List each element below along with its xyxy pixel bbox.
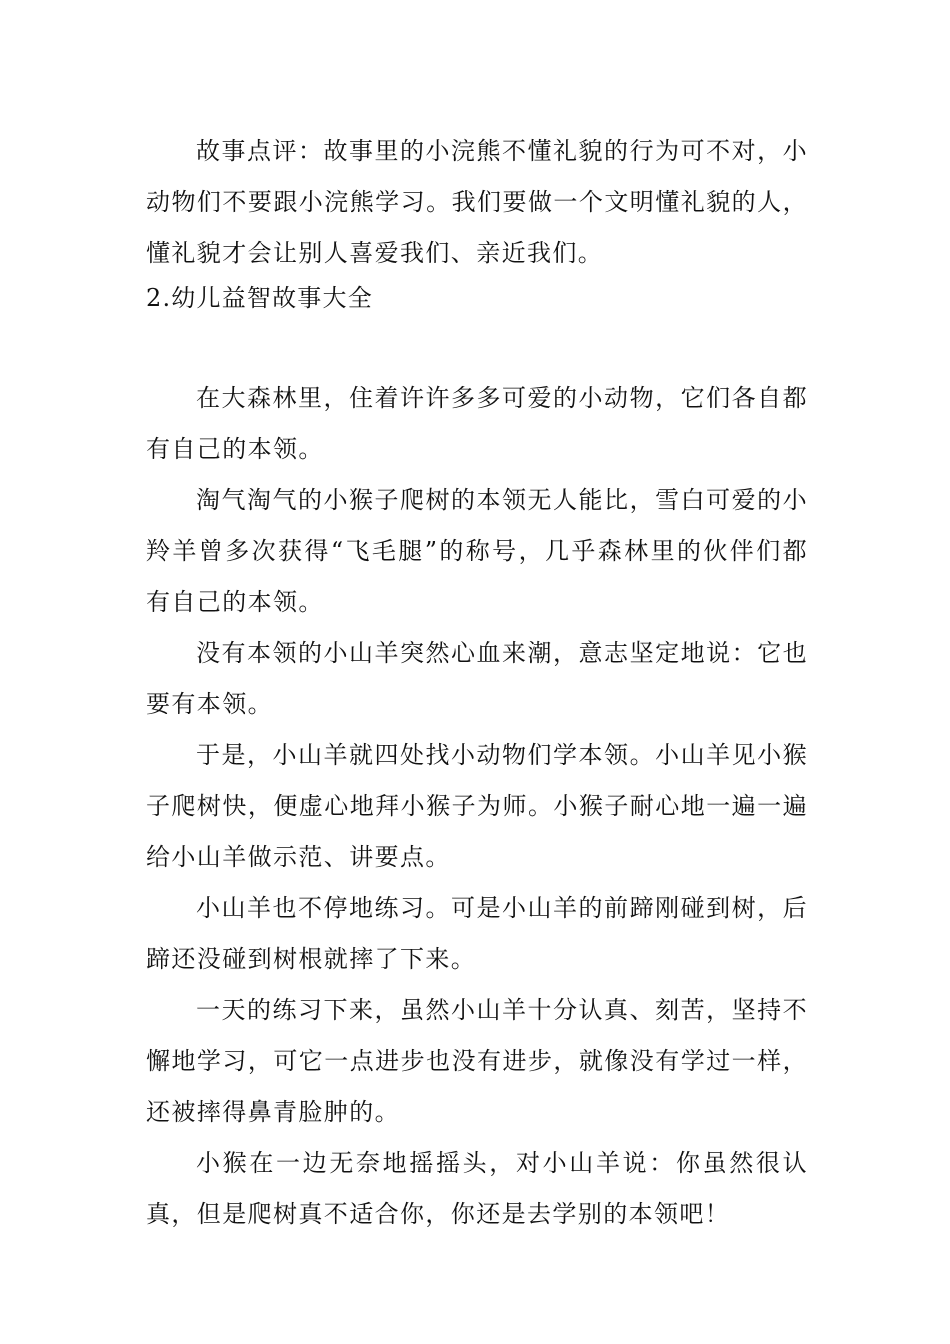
story-paragraph: 小猴在一边无奈地摇摇头，对小山羊说：你虽然很认真，但是爬树真不适合你，你还是去学别的本领吧！	[146, 1149, 808, 1228]
story-paragraph: 在大森林里，住着许许多多可爱的小动物，它们各自都有自己的本领。	[146, 384, 808, 463]
section-heading-block	[146, 273, 808, 324]
section-heading: 2.幼儿益智故事大全	[146, 284, 373, 312]
story-paragraph: 于是，小山羊就四处找小动物们学本领。小山羊见小猴子爬树快，便虚心地拜小猴子为师。小猴子耐心地一遍一遍给小山羊做示范、讲要点。	[146, 741, 808, 871]
story-paragraph: 没有本领的小山羊突然心血来潮，意志坚定地说：它也要有本领。	[146, 639, 808, 718]
story-paragraph: 淘气淘气的小猴子爬树的本领无人能比，雪白可爱的小羚羊曾多次获得“飞毛腿”的称号，几乎森林里的伙伴们都有自己的本领。	[146, 486, 808, 616]
story-body	[146, 373, 808, 1240]
story-paragraph: 一天的练习下来，虽然小山羊十分认真、刻苦，坚持不懈地学习，可它一点进步也没有进步，就像没有学过一样，还被摔得鼻青脸肿的。	[146, 996, 808, 1126]
story-comment-section	[146, 126, 808, 279]
story-comment-paragraph: 故事点评：故事里的小浣熊不懂礼貌的行为可不对，小动物们不要跟小浣熊学习。我们要做一个文明懂礼貌的人，懂礼貌才会让别人喜爱我们、亲近我们。	[146, 137, 808, 267]
story-paragraph: 小山羊也不停地练习。可是小山羊的前蹄刚碰到树，后蹄还没碰到树根就摔了下来。	[146, 894, 808, 973]
